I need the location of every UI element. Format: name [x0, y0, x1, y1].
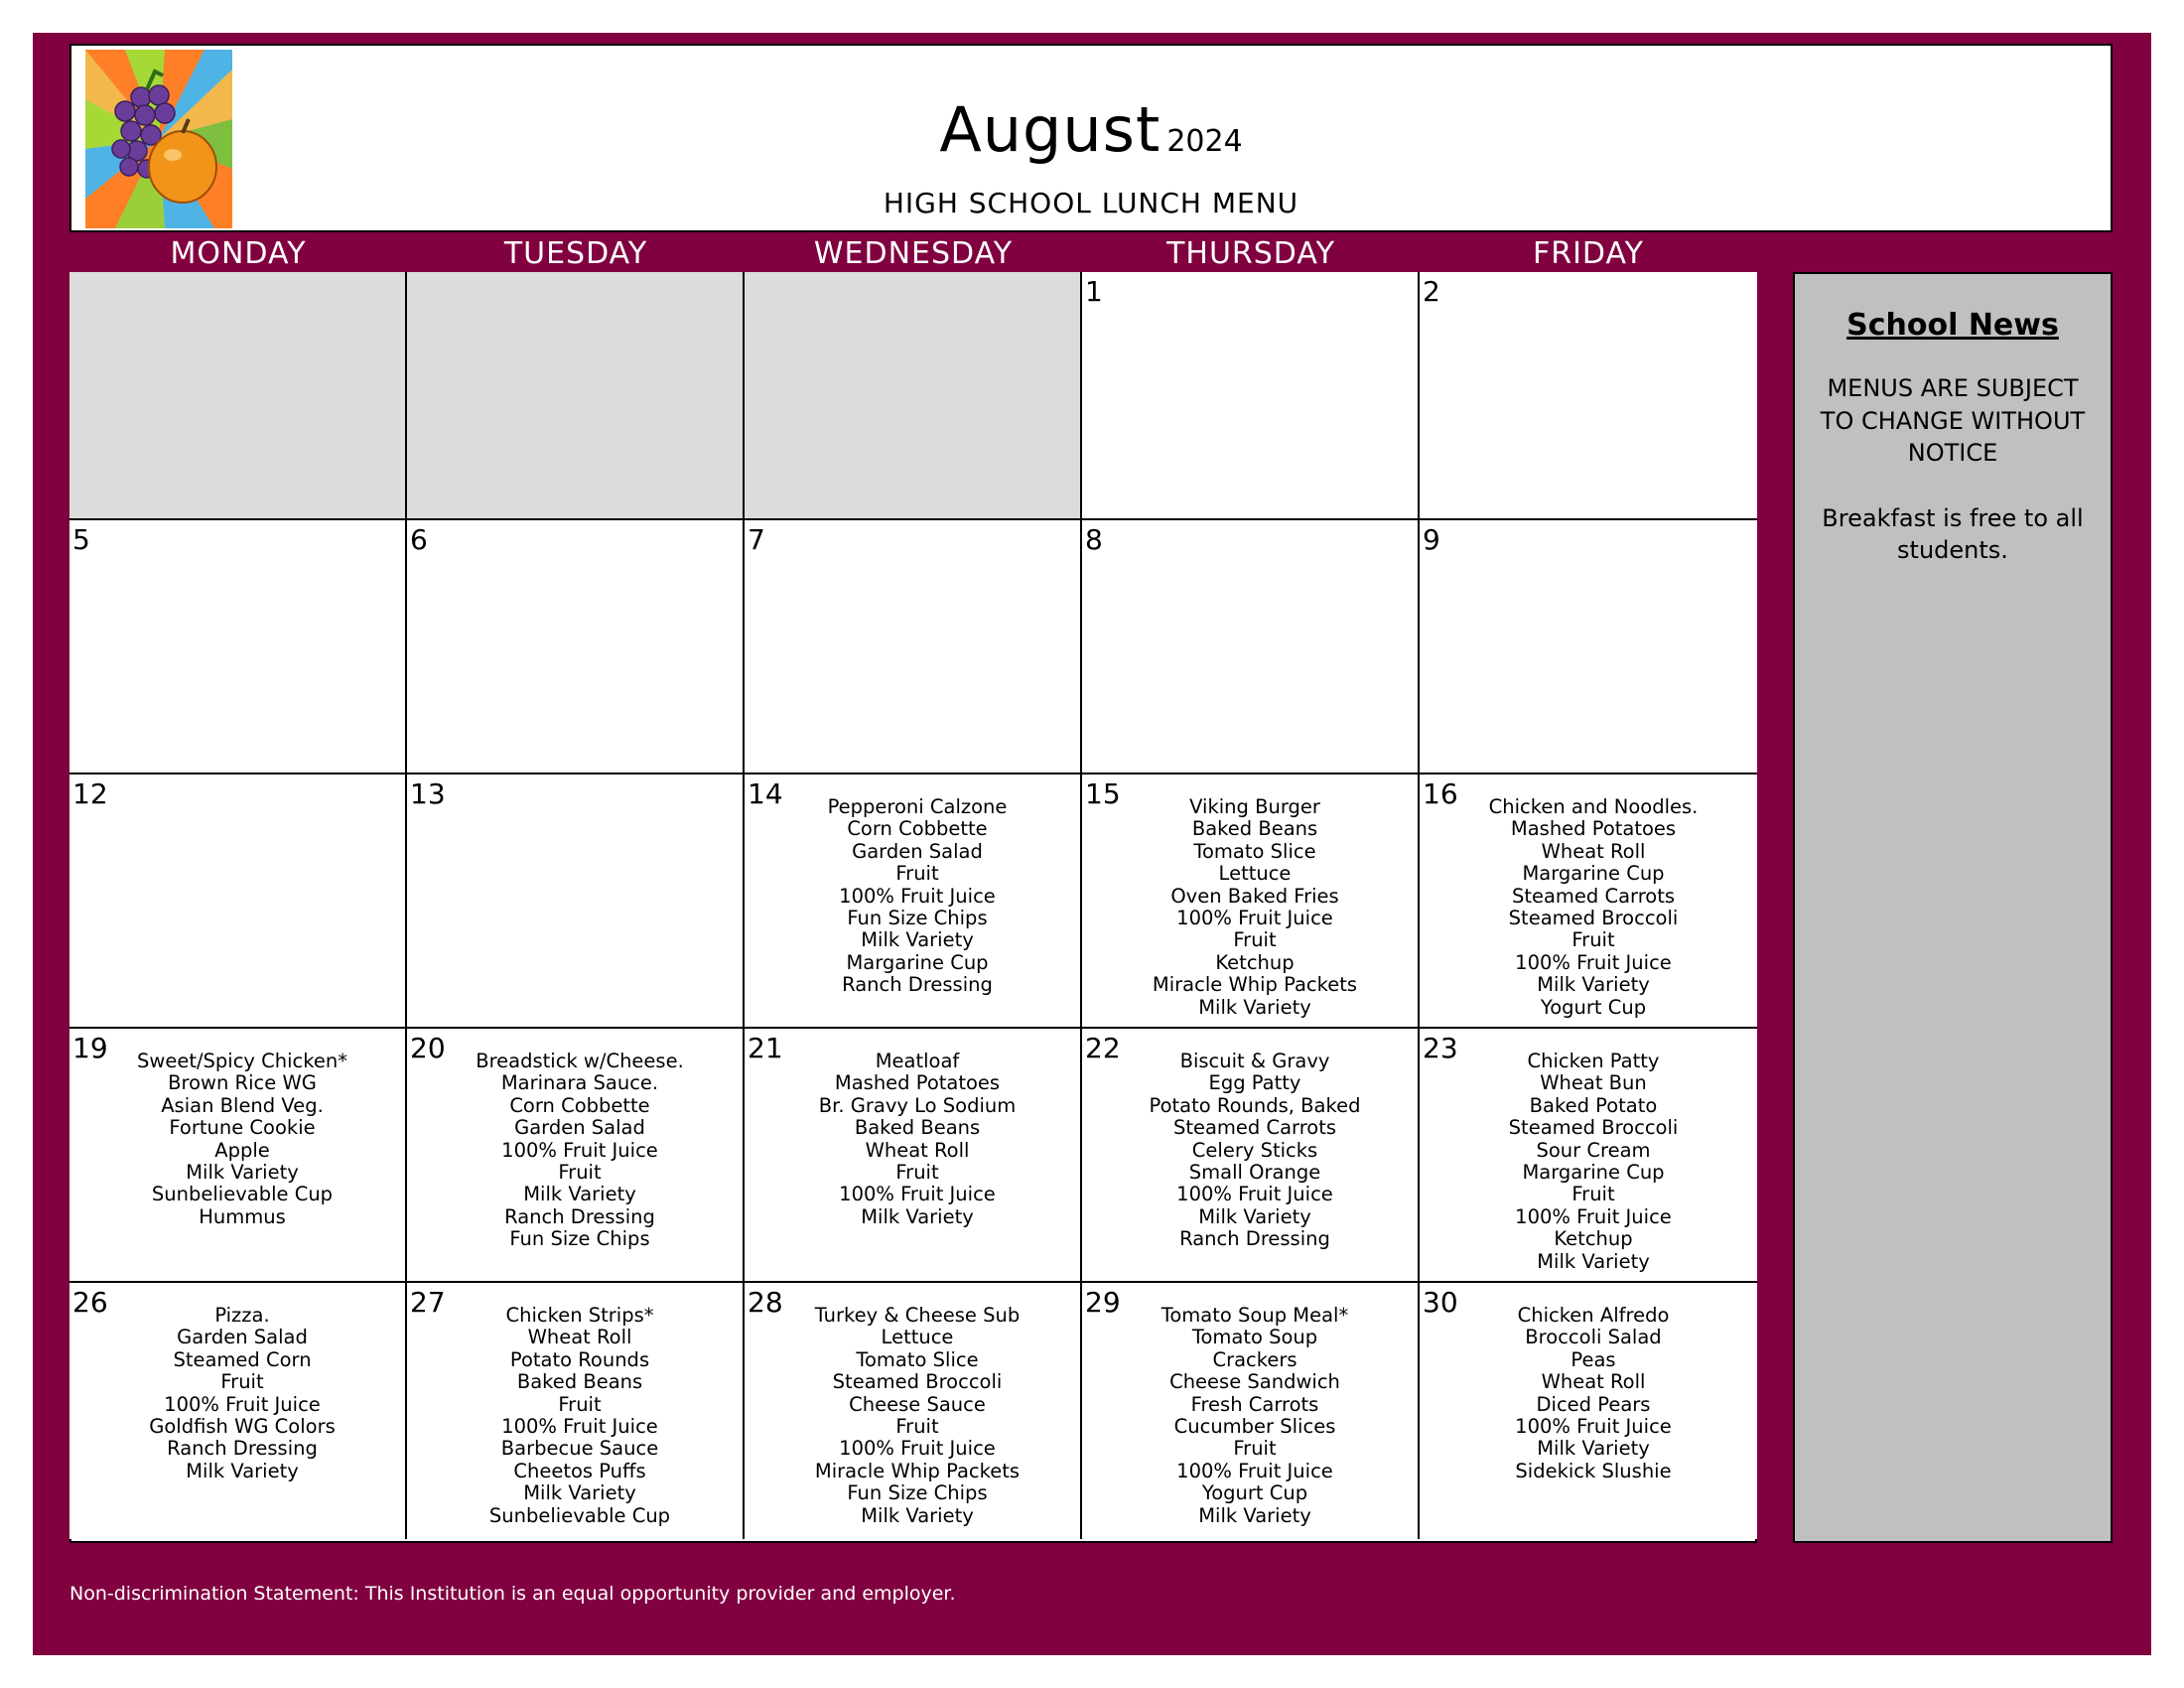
menu-item: Marinara Sauce. [500, 1071, 659, 1095]
menu-list [1433, 1305, 1753, 1482]
menu-item: Milk Variety [861, 1503, 974, 1527]
menu-item: 100% Fruit Juice [839, 884, 996, 908]
menu-item: Milk Variety [523, 1481, 636, 1505]
menu-item: Yogurt Cup [1201, 1481, 1308, 1505]
calendar-day-cell [1082, 520, 1420, 774]
menu-item: 100% Fruit Juice [839, 1437, 996, 1461]
menu-list [758, 1051, 1076, 1228]
menu-item: Pizza. [214, 1304, 270, 1327]
day-number: 6 [410, 523, 428, 556]
calendar-day-cell [1420, 272, 1757, 520]
menu-item: Yogurt Cup [1540, 995, 1647, 1019]
calendar-day-cell [1082, 1029, 1420, 1283]
menu-item: 100% Fruit Juice [164, 1392, 321, 1416]
menu-item: Fruit [558, 1392, 602, 1416]
menu-item: Biscuit & Gravy [1179, 1050, 1330, 1072]
menu-item: Turkey & Cheese Sub [814, 1304, 1021, 1327]
menu-item: Baked Beans [516, 1370, 643, 1394]
day-number: 21 [748, 1032, 783, 1064]
menu-item: Potato Rounds, Baked [1149, 1093, 1361, 1117]
calendar-day-cell [745, 272, 1082, 520]
day-number: 8 [1085, 523, 1103, 556]
calendar-day-cell [745, 520, 1082, 774]
menu-item: Tomato Soup [1191, 1326, 1318, 1349]
menu-item: Milk Variety [523, 1183, 636, 1206]
day-number: 13 [410, 777, 446, 810]
menu-item: Steamed Corn [173, 1347, 312, 1371]
menu-item: Miracle Whip Packets [1152, 973, 1358, 997]
calendar-day-cell [1420, 1029, 1757, 1283]
menu-item: Milk Variety [861, 928, 974, 952]
menu-item: Br. Gravy Lo Sodium [818, 1093, 1017, 1117]
menu-item: Fortune Cookie [169, 1116, 316, 1140]
non-discrimination-statement: Non-discrimination Statement: This Institution is an equal opportunity provider and employer. [69, 1583, 956, 1605]
calendar-day-cell [69, 774, 407, 1029]
menu-item: Wheat Roll [865, 1138, 970, 1162]
menu-item: Hummus [199, 1204, 286, 1228]
menu-list [1433, 796, 1753, 1019]
day-number: 28 [748, 1286, 783, 1319]
day-number: 29 [1085, 1286, 1121, 1319]
menu-item: 100% Fruit Juice [1515, 1415, 1672, 1439]
menu-item: Margarine Cup [1522, 862, 1665, 886]
menu-item: Barbecue Sauce [500, 1437, 659, 1461]
menu-item: Ranch Dressing [167, 1437, 318, 1461]
menu-item: Steamed Carrots [1511, 884, 1676, 908]
menu-item: Fresh Carrots [1190, 1392, 1319, 1416]
menu-item: Baked Potato [1529, 1093, 1658, 1117]
school-news-notice: MENUS ARE SUBJECT TO CHANGE WITHOUT NOTICE [1820, 374, 2086, 467]
menu-item: Baked Beans [854, 1116, 981, 1140]
menu-item: Steamed Carrots [1172, 1116, 1337, 1140]
calendar-day-cell [69, 520, 407, 774]
menu-list [83, 1305, 401, 1482]
calendar-day-cell [69, 1029, 407, 1283]
menu-item: 100% Fruit Juice [501, 1138, 658, 1162]
menu-item: Sour Cream [1536, 1138, 1651, 1162]
menu-item: Milk Variety [1537, 1249, 1650, 1273]
menu-item: Goldfish WG Colors [149, 1415, 336, 1439]
menu-item: Chicken and Noodles. [1488, 795, 1699, 818]
menu-item: Garden Salad [177, 1326, 308, 1349]
calendar-day-cell [407, 1283, 745, 1539]
menu-item: Steamed Broccoli [1508, 907, 1679, 930]
menu-list [758, 796, 1076, 997]
menu-item: Ranch Dressing [1179, 1227, 1330, 1251]
menu-item: Fruit [895, 1161, 939, 1185]
menu-item: Celery Sticks [1191, 1138, 1318, 1162]
menu-item: Baked Beans [1191, 817, 1318, 841]
menu-list [1433, 1051, 1753, 1273]
menu-item: Breadstick w/Cheese. [476, 1050, 684, 1072]
weekday-thursday: THURSDAY [1166, 236, 1335, 271]
menu-item: Peas [1570, 1347, 1616, 1371]
menu-item: Wheat Roll [527, 1326, 632, 1349]
menu-list [758, 1305, 1076, 1527]
menu-item: Fun Size Chips [509, 1227, 650, 1251]
calendar-day-cell [745, 774, 1082, 1029]
menu-item: Chicken Strips* [505, 1304, 654, 1327]
day-number: 12 [72, 777, 108, 810]
calendar-day-cell [745, 1029, 1082, 1283]
menu-item: Small Orange [1188, 1161, 1321, 1185]
menu-item: Oven Baked Fries [1170, 884, 1339, 908]
day-number: 1 [1085, 275, 1103, 308]
menu-item: Steamed Broccoli [1508, 1116, 1679, 1140]
calendar-day-cell [1082, 774, 1420, 1029]
menu-item: Meatloaf [875, 1050, 960, 1072]
menu-item: Wheat Bun [1540, 1071, 1647, 1095]
menu-item: Sunbelievable Cup [488, 1503, 671, 1527]
day-number: 20 [410, 1032, 446, 1064]
menu-item: Garden Salad [514, 1116, 645, 1140]
menu-item: Cheetos Puffs [513, 1459, 646, 1482]
school-news-title: School News [1846, 308, 2059, 343]
calendar-day-cell [69, 272, 407, 520]
calendar-day-cell [407, 520, 745, 774]
menu-item: Sidekick Slushie [1515, 1459, 1672, 1482]
menu-item: 100% Fruit Juice [839, 1183, 996, 1206]
day-number: 27 [410, 1286, 446, 1319]
day-number: 5 [72, 523, 90, 556]
menu-item: Broccoli Salad [1525, 1326, 1662, 1349]
calendar-title [71, 93, 2111, 166]
menu-item: Milk Variety [186, 1161, 299, 1185]
menu-item: Ketchup [1554, 1227, 1633, 1251]
weekday-friday: FRIDAY [1532, 236, 1645, 271]
menu-item: Tomato Slice [856, 1347, 979, 1371]
menu-item: Chicken Alfredo [1517, 1304, 1670, 1327]
menu-item: Chicken Patty [1527, 1050, 1660, 1072]
menu-item: Fruit [895, 862, 939, 886]
menu-item: Ranch Dressing [842, 973, 993, 997]
menu-list [421, 1305, 739, 1527]
calendar-day-cell [407, 774, 745, 1029]
menu-item: Cucumber Slices [1173, 1415, 1336, 1439]
year-title: 2024 [1166, 124, 1243, 159]
menu-item: 100% Fruit Juice [1176, 907, 1333, 930]
calendar-day-cell [1082, 272, 1420, 520]
menu-list [1096, 796, 1414, 1019]
menu-item: Sunbelievable Cup [151, 1183, 334, 1206]
menu-item: Lettuce [1218, 862, 1292, 886]
menu-item: Margarine Cup [846, 950, 989, 974]
menu-item: Mashed Potatoes [1510, 817, 1677, 841]
menu-item: Steamed Broccoli [832, 1370, 1003, 1394]
calendar-day-cell [407, 272, 745, 520]
menu-item: Fruit [1571, 928, 1615, 952]
menu-item: Fruit [1233, 928, 1277, 952]
day-number: 16 [1423, 777, 1458, 810]
menu-item: Crackers [1212, 1347, 1297, 1371]
menu-item: Milk Variety [1537, 973, 1650, 997]
day-number: 7 [748, 523, 765, 556]
menu-item: Fruit [895, 1415, 939, 1439]
weekday-monday: MONDAY [170, 236, 307, 271]
calendar-day-cell [1420, 1283, 1757, 1539]
menu-item: Corn Cobbette [509, 1093, 650, 1117]
menu-item: Potato Rounds [509, 1347, 650, 1371]
menu-item: Sweet/Spicy Chicken* [137, 1050, 347, 1072]
menu-item: Milk Variety [1537, 1437, 1650, 1461]
calendar-day-cell [1082, 1283, 1420, 1539]
menu-list [83, 1051, 401, 1228]
menu-item: Ranch Dressing [504, 1204, 655, 1228]
menu-list [421, 1051, 739, 1251]
menu-item: Tomato Soup Meal* [1160, 1304, 1349, 1327]
calendar-day-cell [1420, 520, 1757, 774]
menu-item: Fruit [1233, 1437, 1277, 1461]
day-number: 30 [1423, 1286, 1458, 1319]
header-panel [69, 44, 2113, 232]
menu-item: Milk Variety [1198, 1204, 1311, 1228]
day-number: 22 [1085, 1032, 1121, 1064]
menu-item: Fruit [220, 1370, 264, 1394]
menu-item: 100% Fruit Juice [1176, 1183, 1333, 1206]
day-number: 19 [72, 1032, 108, 1064]
menu-item: 100% Fruit Juice [501, 1415, 658, 1439]
menu-item: Miracle Whip Packets [814, 1459, 1021, 1482]
calendar-day-cell [407, 1029, 745, 1283]
menu-subtitle: HIGH SCHOOL LUNCH MENU [883, 187, 1299, 219]
school-news-panel [1793, 272, 2113, 1543]
month-title: August [939, 93, 1161, 166]
menu-item: Fun Size Chips [847, 1481, 988, 1505]
menu-item: Viking Burger [1189, 795, 1320, 818]
menu-item: Fruit [1571, 1183, 1615, 1206]
menu-item: 100% Fruit Juice [1176, 1459, 1333, 1482]
menu-item: Milk Variety [861, 1204, 974, 1228]
weekday-tuesday: TUESDAY [503, 236, 648, 271]
school-news-breakfast: Breakfast is free to all students. [1822, 503, 2084, 564]
calendar-day-cell [1420, 774, 1757, 1029]
day-number: 15 [1085, 777, 1121, 810]
day-number: 14 [748, 777, 783, 810]
menu-item: Apple [214, 1138, 270, 1162]
menu-list [1096, 1305, 1414, 1527]
menu-item: Tomato Slice [1193, 839, 1316, 863]
weekday-wednesday: WEDNESDAY [813, 236, 1014, 271]
calendar-grid [69, 272, 1757, 1543]
menu-item: Corn Cobbette [847, 817, 988, 841]
menu-item: Margarine Cup [1522, 1161, 1665, 1185]
menu-item: Cheese Sandwich [1169, 1370, 1340, 1394]
menu-item: 100% Fruit Juice [1515, 950, 1672, 974]
calendar-day-cell [745, 1283, 1082, 1539]
menu-item: Fun Size Chips [847, 907, 988, 930]
day-number: 23 [1423, 1032, 1458, 1064]
menu-list [1096, 1051, 1414, 1251]
menu-item: Milk Variety [1198, 1503, 1311, 1527]
menu-item: 100% Fruit Juice [1515, 1204, 1672, 1228]
menu-item: Egg Patty [1208, 1071, 1301, 1095]
menu-item: Milk Variety [186, 1459, 299, 1482]
day-number: 26 [72, 1286, 108, 1319]
calendar-day-cell [69, 1283, 407, 1539]
menu-item: Ketchup [1215, 950, 1295, 974]
menu-item: Wheat Roll [1541, 1370, 1646, 1394]
menu-item: Milk Variety [1198, 995, 1311, 1019]
menu-item: Mashed Potatoes [834, 1071, 1001, 1095]
menu-item: Wheat Roll [1541, 839, 1646, 863]
menu-item: Garden Salad [852, 839, 983, 863]
day-number: 2 [1423, 275, 1440, 308]
menu-item: Fruit [558, 1161, 602, 1185]
menu-item: Lettuce [881, 1326, 954, 1349]
menu-item: Cheese Sauce [849, 1392, 986, 1416]
day-number: 9 [1423, 523, 1440, 556]
menu-item: Pepperoni Calzone [827, 795, 1008, 818]
menu-item: Diced Pears [1536, 1392, 1651, 1416]
menu-item: Asian Blend Veg. [161, 1093, 324, 1117]
menu-item: Brown Rice WG [168, 1071, 317, 1095]
